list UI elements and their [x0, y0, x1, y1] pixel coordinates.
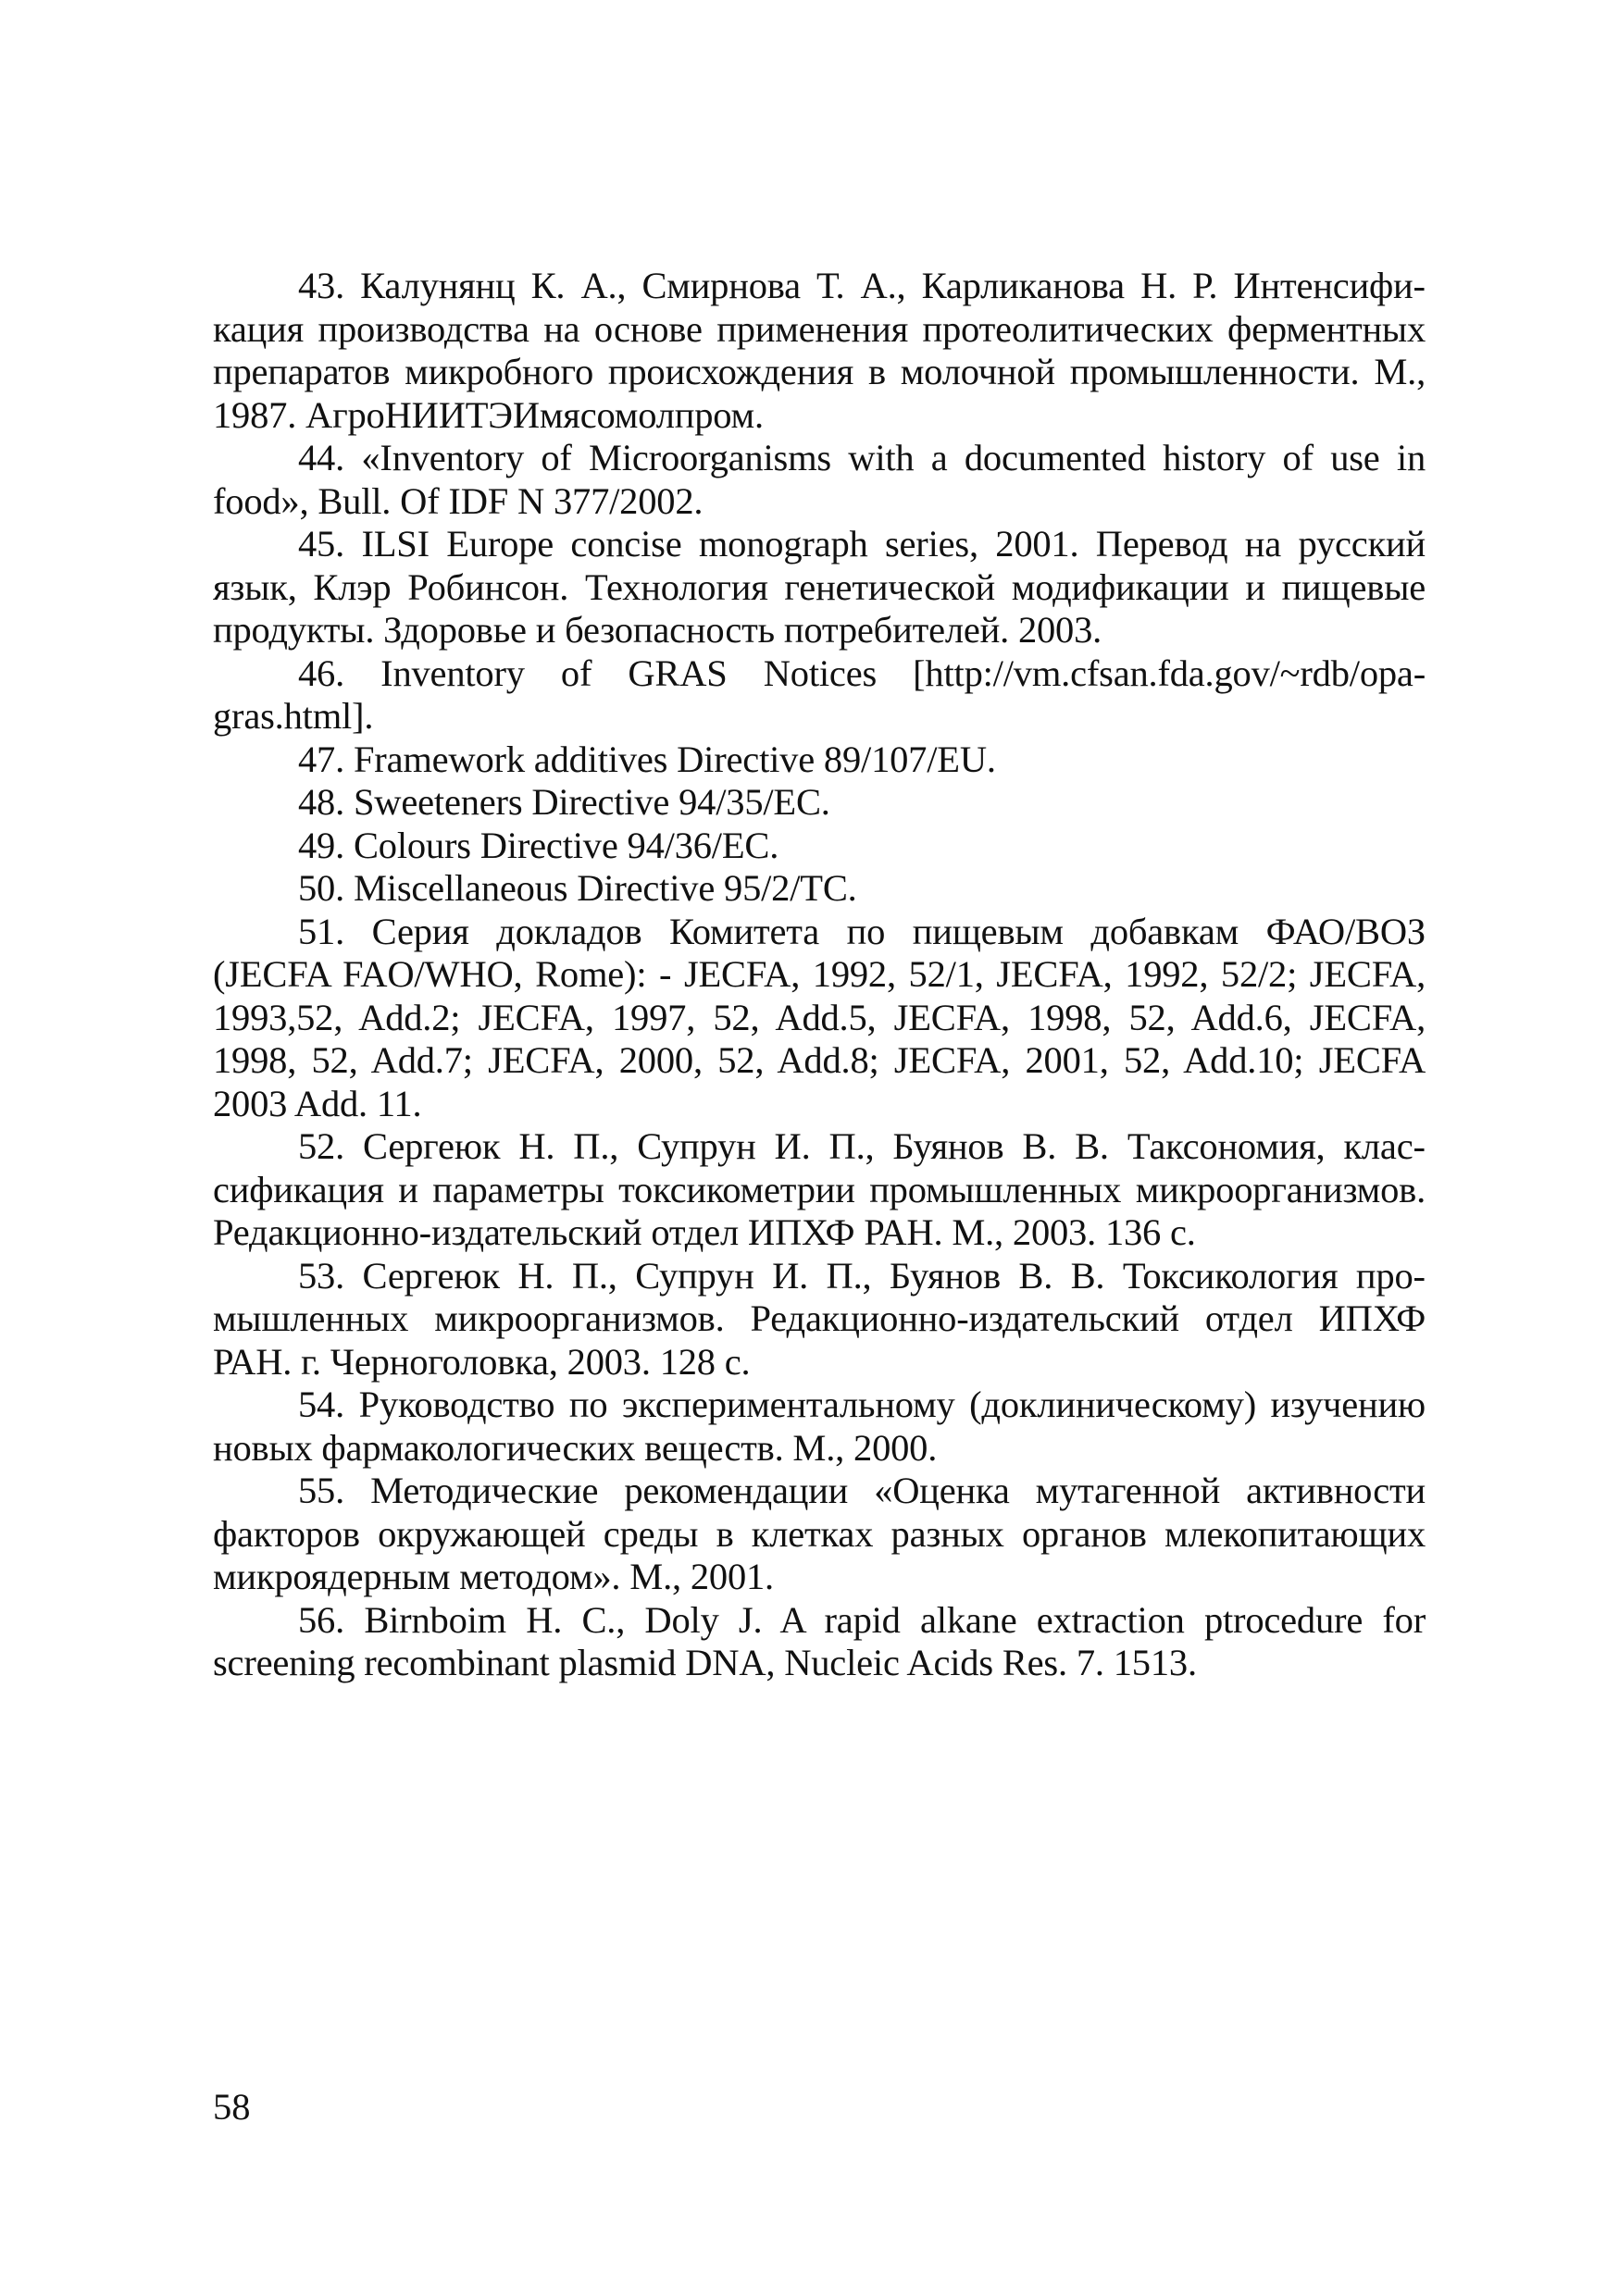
reference-text: Руководство по экспериментальному (доклиническому) изучению новых фармакологических веществ. М., 2000. [213, 1384, 1426, 1469]
reference-text: Birnboim H. C., Doly J. A rapid alkane extraction ptrocedure for screening recombinant plasmid DNA, Nucleic Acids Res. 7. 1513. [213, 1598, 1426, 1683]
reference-item [213, 1384, 1426, 1470]
reference-text: Inventory of GRAS Notices [http://vm.cfsan.fda.gov/~rdb/opa-gras.html]. [213, 652, 1426, 737]
reference-item [213, 437, 1426, 523]
reference-number: 54. [298, 1384, 345, 1425]
reference-item [213, 1255, 1426, 1384]
reference-text: Сергеюк Н. П., Супрун И. П., Буянов В. В. Токсикология промышленных микроорганизмов. Редакционно-издательский отдел ИПХФ РАН. г. Черноголовка, 2003. 128 с. [213, 1254, 1426, 1383]
reference-number: 46. [298, 652, 345, 694]
reference-item [213, 781, 1426, 825]
reference-text: «Inventory of Microorganisms with a documented history of use in food», Bull. Of IDF N 377/2002. [213, 437, 1426, 522]
reference-item [213, 523, 1426, 652]
reference-item [213, 911, 1426, 1126]
reference-number: 43. [298, 265, 345, 306]
reference-number: 56. [298, 1598, 345, 1641]
reference-number: 48. [298, 781, 345, 823]
reference-item [213, 1599, 1426, 1685]
reference-number: 55. [298, 1470, 345, 1511]
reference-text: Методические рекомендации «Оценка мутагенной активности факторов окружающей среды в клетках разных органов млекопитающих микроядерным методом». М., 2001. [213, 1470, 1426, 1597]
reference-item [213, 1470, 1426, 1599]
reference-text: ILSI Europe concise monograph series, 2001. Перевод на русский язык, Клэр Робинсон. Технология генетической модификации и пищевые продукты. Здоровье и безопасность потребителей. 2003. [213, 523, 1426, 651]
reference-text: Colours Directive 94/36/EC. [353, 824, 779, 866]
reference-number: 49. [298, 824, 345, 866]
page-number: 58 [213, 2086, 251, 2128]
reference-text: Серия докладов Комитета по пищевым добавкам ФАО/ВОЗ (JECFA FAO/WHO, Rome): - JECFA, 1992, 52/1, JECFA, 1992, 52/2; JECFA, 1993,52, Add.2; JECFA, 1997, 52, Add.5, JECFA, 1998, 52, Add.6, JECFA, 1998, 52, Add.7; JECFA, 2000, 52, Add.8; JECFA, 2001, 52, Add.10; JECFA 2003 Add. 11. [213, 910, 1426, 1124]
reference-text: Sweeteners Directive 94/35/EC. [353, 781, 830, 823]
reference-text: Сергеюк Н. П., Супрун И. П., Буянов В. В. Таксономия, классификация и параметры токсикометрии промышленных микроорганизмов. Редакционно-издательский отдел ИПХФ РАН. М., 2003. 136 с. [213, 1125, 1426, 1253]
reference-number: 50. [298, 867, 345, 909]
reference-list [213, 265, 1426, 1685]
reference-item [213, 738, 1426, 782]
reference-text: Калунянц К. А., Смирнова Т. А., Карликанова Н. Р. Интенсификация производства на основе применения протеолитических ферментных препаратов микробного происхождения в молочной промышленности. М., 1987. АгроНИИТЭИмясомолпром. [213, 265, 1426, 436]
reference-item [213, 265, 1426, 437]
reference-number: 44. [298, 437, 345, 478]
reference-item [213, 652, 1426, 738]
reference-text: Framework additives Directive 89/107/EU. [353, 738, 996, 780]
reference-number: 45. [298, 523, 345, 565]
reference-text: Miscellaneous Directive 95/2/TC. [353, 867, 857, 909]
reference-item [213, 825, 1426, 868]
reference-item [213, 1125, 1426, 1255]
reference-number: 53. [298, 1254, 345, 1297]
reference-number: 51. [298, 910, 345, 952]
reference-item [213, 867, 1426, 911]
reference-number: 52. [298, 1125, 345, 1167]
reference-number: 47. [298, 738, 345, 780]
